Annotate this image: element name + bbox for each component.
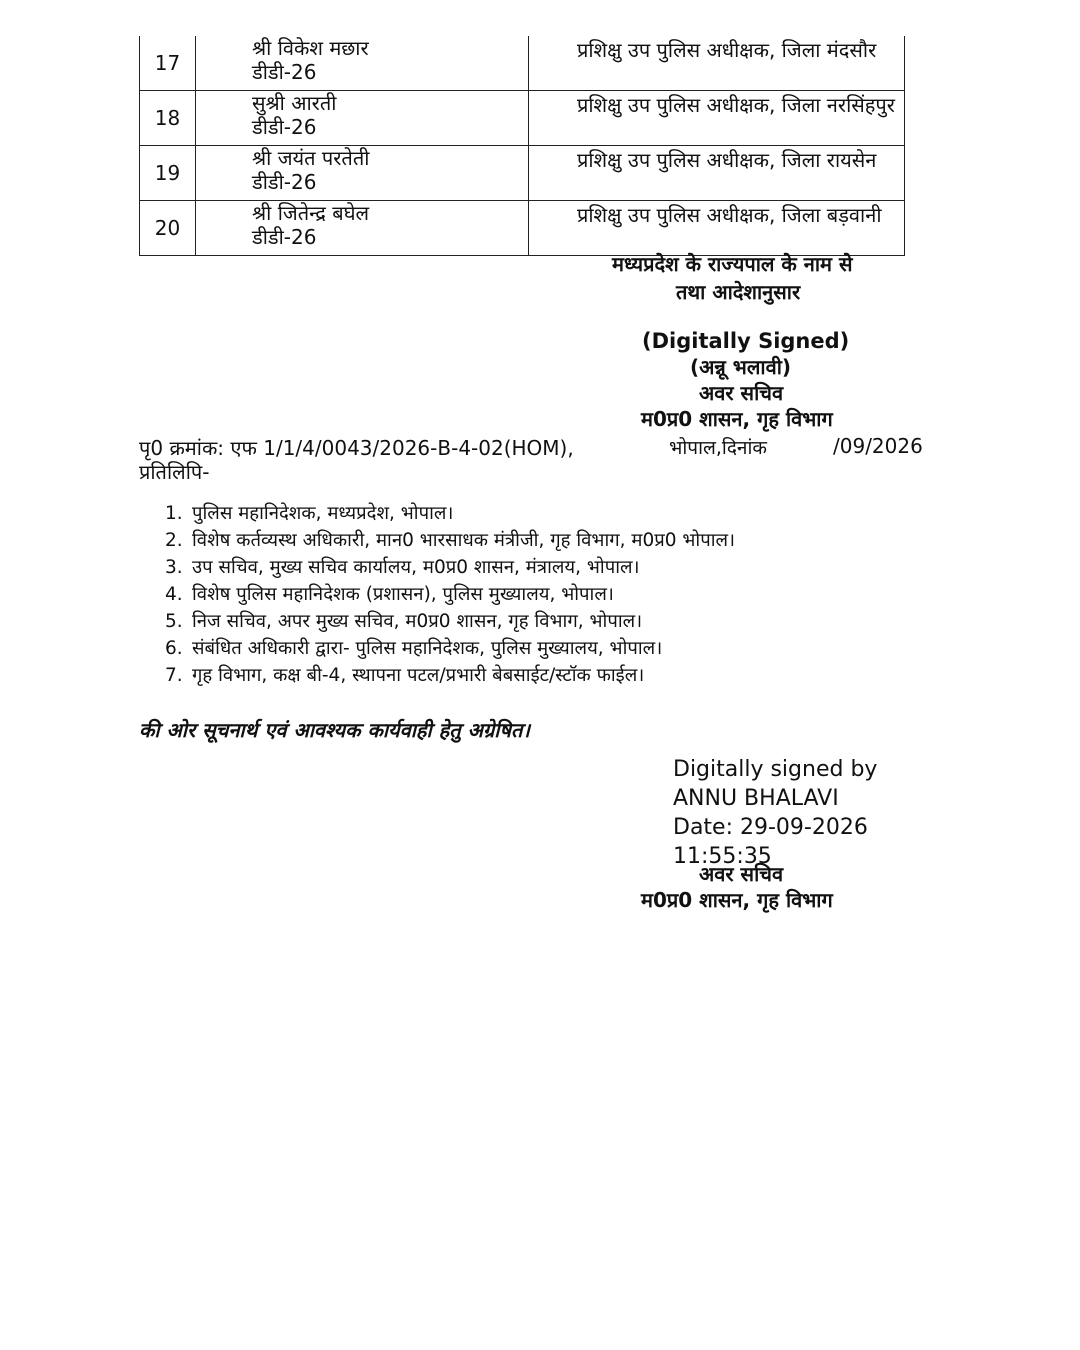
list-item: 1. पुलिस महानिदेशक, मध्यप्रदेश, भोपाल। (165, 503, 454, 524)
officer-name: श्री जयंत परतेती (252, 146, 370, 170)
serial-number: 17 (140, 36, 196, 91)
list-item: 3. उप सचिव, मुख्य सचिव कार्यालय, म0प्र0 शासन, मंत्रालय, भोपाल। (165, 557, 640, 578)
posting-place: प्रशिक्षु उप पुलिस अधीक्षक, जिला बड़वानी (529, 201, 905, 256)
list-item: 5. निज सचिव, अपर मुख्य सचिव, म0प्र0 शासन, गृह विभाग, भोपाल। (165, 611, 643, 632)
digital-signature-name: ANNU BHALAVI (673, 786, 839, 811)
officer-name: श्री जितेन्द्र बघेल (252, 201, 370, 225)
closing-note: की ओर सूचनार्थ एवं आवश्यक कार्यवाही हेतु अग्रेषित। (139, 718, 530, 742)
posting-place: प्रशिक्षु उप पुलिस अधीक्षक, जिला रायसेन (529, 146, 905, 201)
order-line-1: मध्यप्रदेश के राज्यपाल के नाम से (612, 252, 853, 276)
digital-signature-date: Date: 29-09-2026 (673, 815, 868, 840)
officer-cell (196, 91, 529, 146)
officer-code: डीडी-26 (252, 225, 317, 249)
officer-code: डीडी-26 (252, 170, 317, 194)
officer-cell (196, 201, 529, 256)
digitally-signed-label: (Digitally Signed) (642, 329, 850, 353)
list-item: 6. संबंधित अधिकारी द्वारा- पुलिस महानिदेशक, पुलिस मुख्यालय, भोपाल। (165, 638, 663, 659)
footer-department: म0प्र0 शासन, गृह विभाग (641, 888, 833, 912)
posting-table (139, 36, 905, 256)
serial-number: 19 (140, 146, 196, 201)
reference-date: /09/2026 (833, 434, 923, 458)
serial-number: 20 (140, 201, 196, 256)
officer-code: डीडी-26 (252, 115, 317, 139)
posting-place: प्रशिक्षु उप पुलिस अधीक्षक, जिला मंदसौर (529, 36, 905, 91)
signatory-name: (अन्नू भलावी) (690, 355, 792, 379)
officer-name: सुश्री आरती (252, 91, 337, 115)
officer-name: श्री विकेश मछार (252, 36, 369, 60)
digital-signature-time: 11:55:35 (673, 844, 772, 869)
table-row (140, 201, 905, 256)
serial-number: 18 (140, 91, 196, 146)
table-row (140, 91, 905, 146)
list-item: 2. विशेष कर्तव्यस्थ अधिकारी, मान0 भारसाधक मंत्रीजी, गृह विभाग, म0प्र0 भोपाल। (165, 530, 736, 551)
list-item: 4. विशेष पुलिस महानिदेशक (प्रशासन), पुलिस मुख्यालय, भोपाल। (165, 584, 614, 605)
table-row (140, 146, 905, 201)
order-line-2: तथा आदेशानुसार (676, 280, 801, 304)
digital-signature-line-1: Digitally signed by (673, 757, 878, 782)
copy-recipient-list (165, 500, 735, 689)
signatory-designation: अवर सचिव (699, 381, 784, 405)
reference-number: पृ0 क्रमांक: एफ 1/1/4/0043/2026-B-4-02(HOM), (139, 436, 574, 460)
copy-label: प्रतिलिपि- (139, 460, 210, 484)
list-item: 7. गृह विभाग, कक्ष बी-4, स्थापना पटल/प्रभारी बेबसाईट/स्टॉक फाईल। (165, 665, 645, 686)
officer-cell (196, 146, 529, 201)
footer-designation: अवर सचिव (699, 862, 784, 886)
reference-place-date: भोपाल,दिनांक (669, 437, 767, 459)
officer-cell (196, 36, 529, 91)
posting-place: प्रशिक्षु उप पुलिस अधीक्षक, जिला नरसिंहपुर (529, 91, 905, 146)
signatory-department: म0प्र0 शासन, गृह विभाग (641, 407, 833, 431)
officer-code: डीडी-26 (252, 60, 317, 84)
table-row (140, 36, 905, 91)
